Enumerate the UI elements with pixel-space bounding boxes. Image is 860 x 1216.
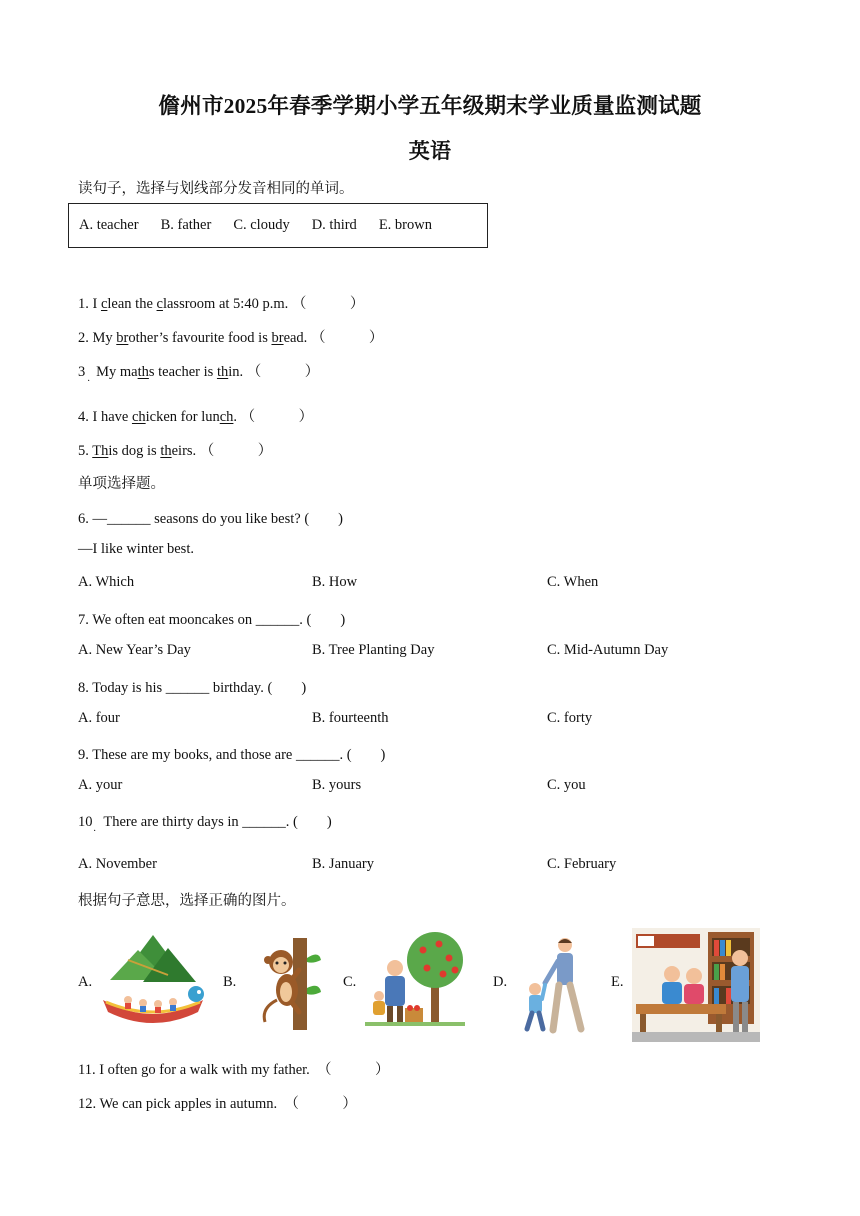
- question-6-reply: —I like winter best.: [78, 541, 194, 557]
- option-c: C. cloudy: [233, 217, 290, 233]
- option-b: B. father: [160, 217, 212, 233]
- question-2: 2. My brother’s favourite food is bread. （ ）: [78, 330, 384, 346]
- q8-option-c[interactable]: C. forty: [547, 710, 593, 726]
- answer-blank[interactable]: （ ）: [310, 330, 384, 346]
- answer-blank[interactable]: （ ）: [291, 296, 365, 312]
- question-1: 1. I clean the classroom at 5:40 p.m. （ ）: [78, 296, 365, 312]
- option-e: E. brown: [378, 217, 432, 233]
- q6-option-b[interactable]: B. How: [312, 574, 358, 590]
- question-9: 9. These are my books, and those are ______. ( ): [78, 747, 386, 763]
- q7-option-a[interactable]: A. New Year’s Day: [78, 642, 191, 658]
- answer-blank[interactable]: （ ）: [199, 443, 273, 459]
- question-3: 3 My maths teacher is thin. （ ）: [78, 364, 320, 380]
- picture-label-b: B.: [223, 974, 237, 990]
- question-8: 8. Today is his ______ birthday. ( ): [78, 680, 307, 696]
- question-10: 10 There are thirty days in ______. ( ): [78, 814, 332, 830]
- option-d: D. third: [311, 217, 357, 233]
- q10-option-a[interactable]: A. November: [78, 856, 157, 872]
- section1-instruction: 读句子，选择与划线部分发音相同的单词。: [78, 181, 354, 197]
- answer-blank[interactable]: （ ）: [246, 364, 320, 380]
- q10-option-c[interactable]: C. February: [547, 856, 617, 872]
- q8-option-b[interactable]: B. fourteenth: [312, 710, 389, 726]
- father-child-walk-picture[interactable]: [515, 935, 595, 1035]
- picture-label-c: C.: [343, 974, 357, 990]
- section2-instruction: 单项选择题。: [78, 476, 165, 492]
- question-12: 12. We can pick apples in autumn. （ ）: [78, 1096, 357, 1112]
- question-6: 6. —______ seasons do you like best? ( ): [78, 511, 343, 527]
- number-dot: ·: [93, 826, 97, 837]
- q10-option-b[interactable]: B. January: [312, 856, 375, 872]
- question-11: 11. I often go for a walk with my father. （ ）: [78, 1062, 390, 1078]
- q7-option-c[interactable]: C. Mid-Autumn Day: [547, 642, 669, 658]
- q7-option-b[interactable]: B. Tree Planting Day: [312, 642, 435, 658]
- section3-instruction: 根据句子意思，选择正确的图片。: [78, 893, 296, 909]
- apple-picking-picture[interactable]: [365, 930, 465, 1030]
- word-options-box: [68, 203, 488, 248]
- number-dot: ·: [87, 376, 91, 387]
- option-a: A. teacher: [79, 217, 139, 233]
- library-reading-picture[interactable]: [632, 928, 760, 1042]
- picture-label-a: A.: [78, 974, 93, 990]
- question-5: 5. This dog is theirs. （ ）: [78, 443, 273, 459]
- q6-option-a[interactable]: A. Which: [78, 574, 135, 590]
- q8-option-a[interactable]: A. four: [78, 710, 120, 726]
- q9-option-b[interactable]: B. yours: [312, 777, 362, 793]
- dragon-boat-zongzi-picture[interactable]: [98, 930, 208, 1030]
- q9-option-c[interactable]: C. you: [547, 777, 586, 793]
- question-7: 7. We often eat mooncakes on ______. ( ): [78, 612, 346, 628]
- q6-option-c[interactable]: C. When: [547, 574, 599, 590]
- monkey-climbing-tree-picture[interactable]: [255, 938, 325, 1030]
- picture-label-d: D.: [493, 974, 508, 990]
- subject-title: 英语: [408, 139, 452, 163]
- picture-label-e: E.: [611, 974, 624, 990]
- q9-option-a[interactable]: A. your: [78, 777, 123, 793]
- page-title: 儋州市2025年春季学期小学五年级期末学业质量监测试题: [158, 94, 702, 118]
- answer-blank[interactable]: （ ）: [240, 409, 314, 425]
- question-4: 4. I have chicken for lunch. （ ）: [78, 409, 314, 425]
